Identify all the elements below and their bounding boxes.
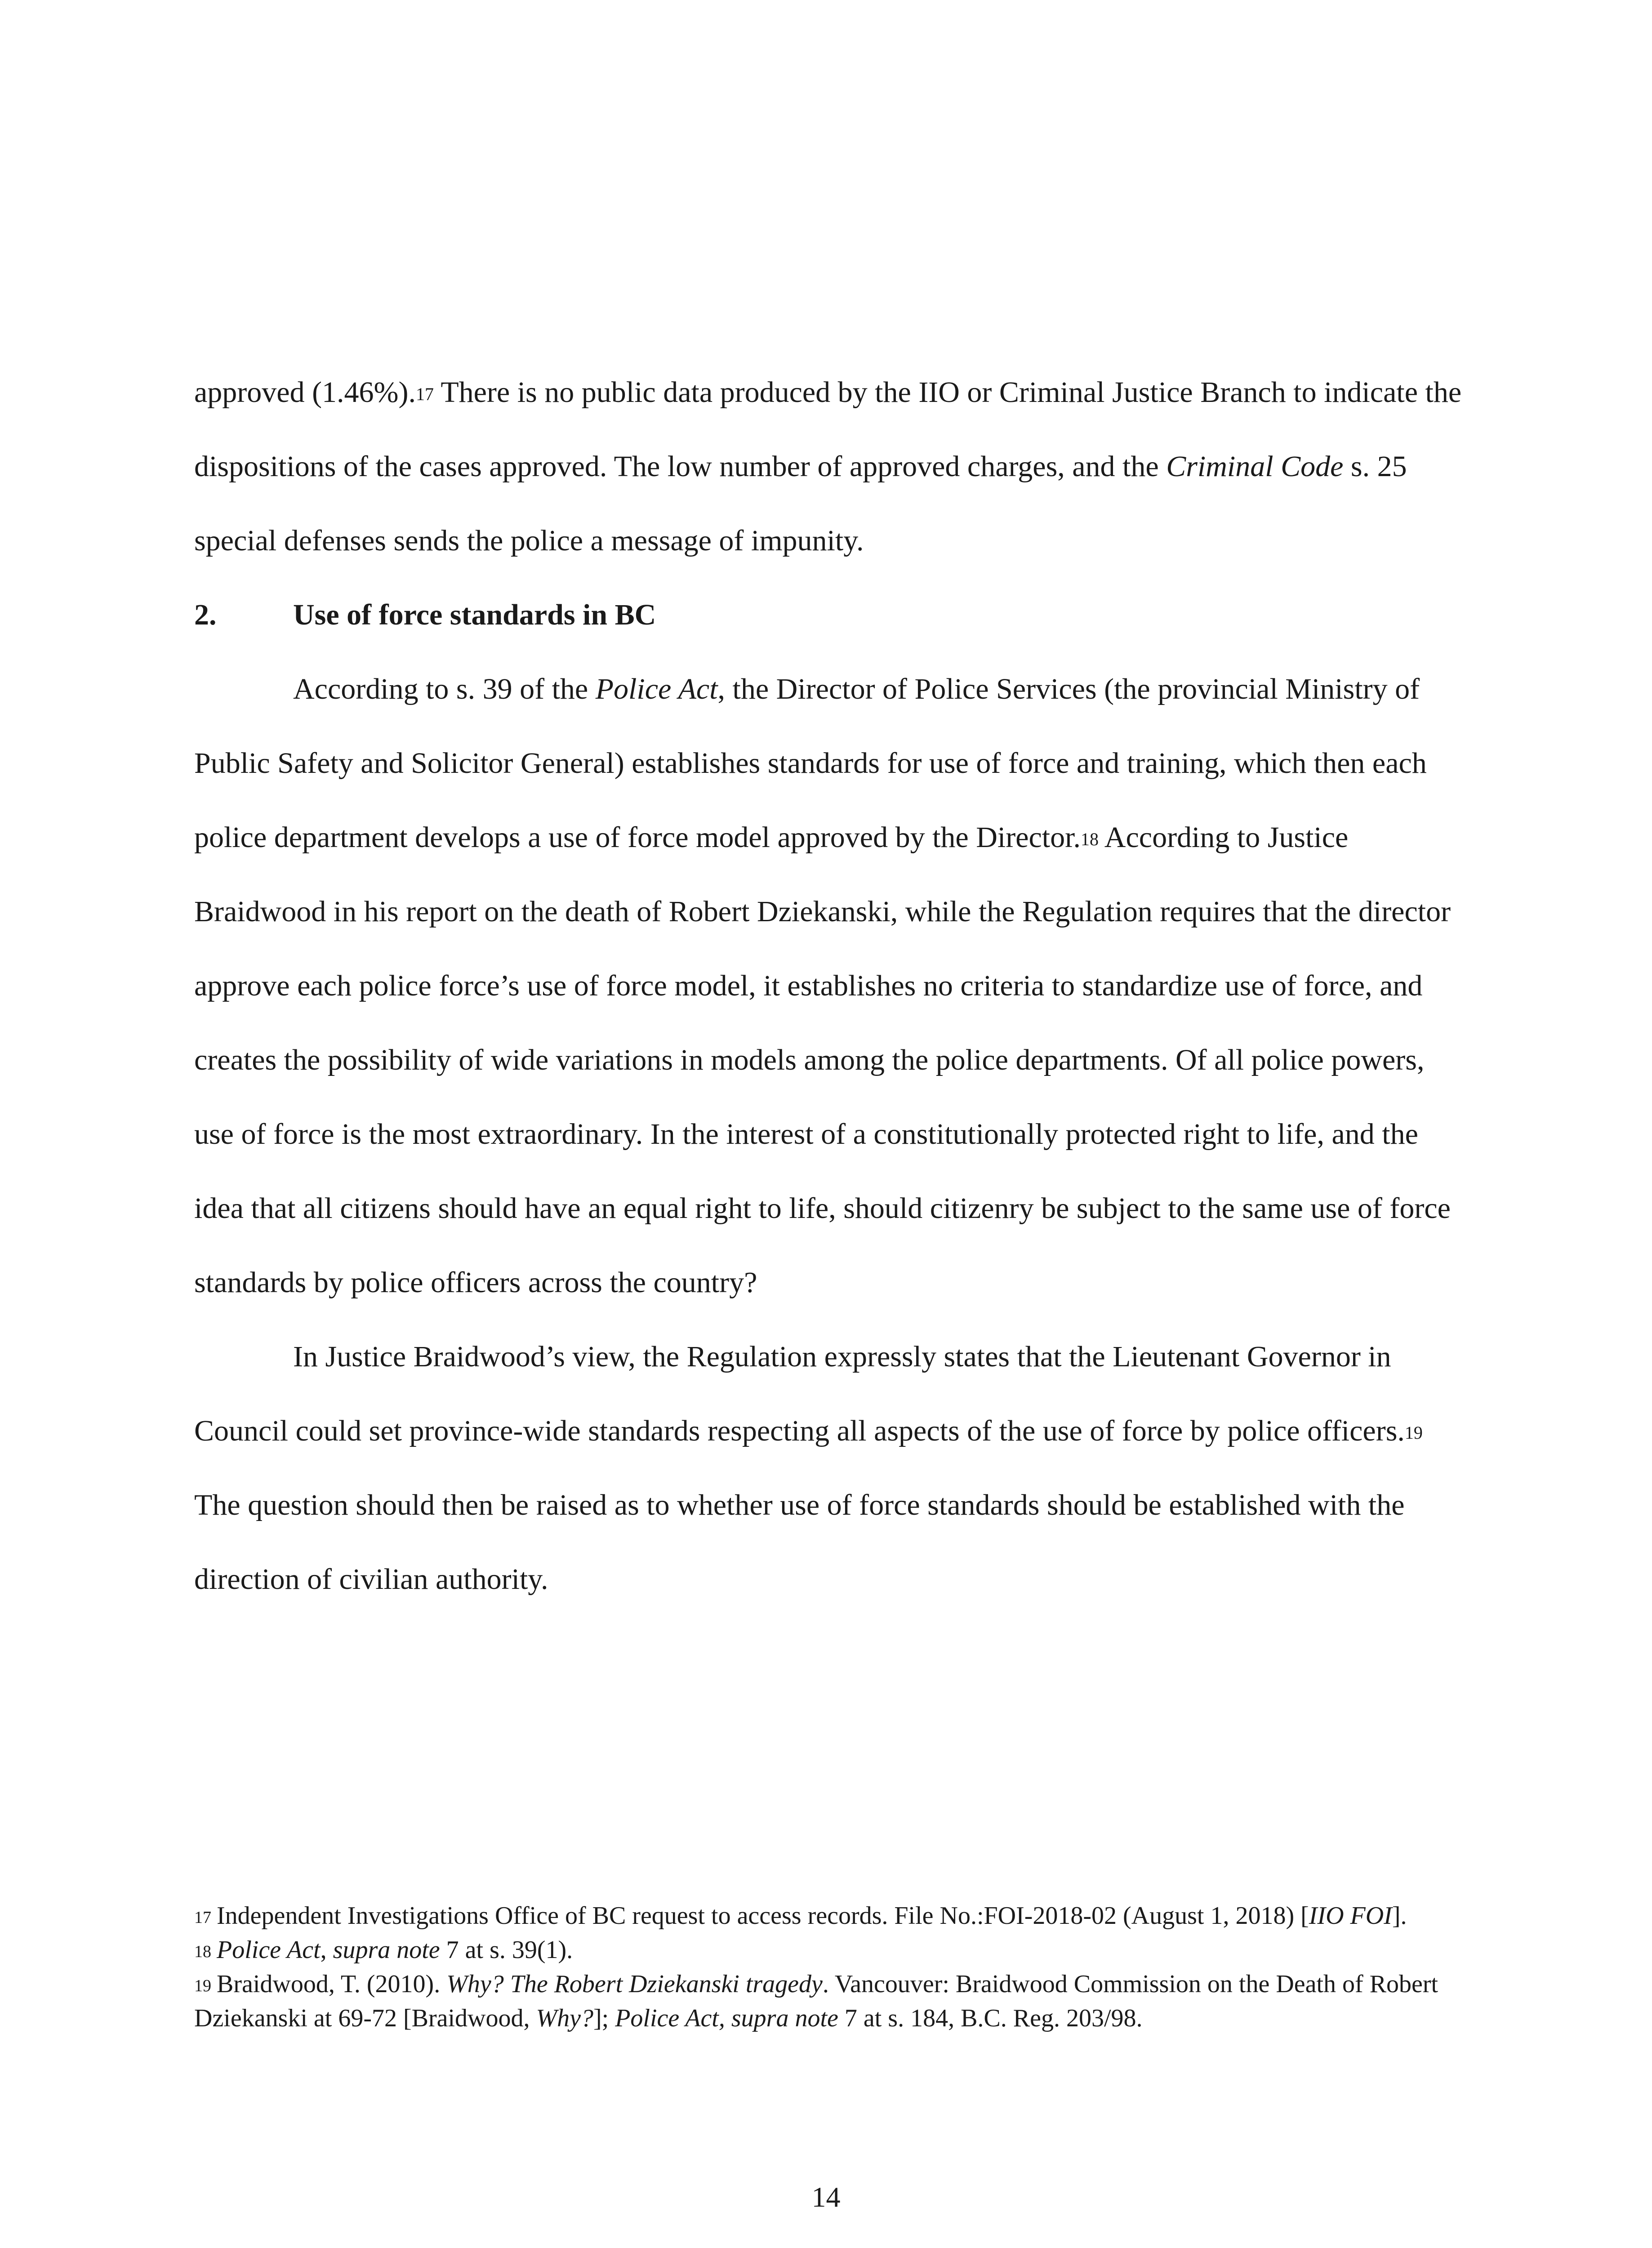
text-run: ]; [593,2004,615,2032]
footnote-ref-17[interactable]: 17 [416,384,434,404]
text-run: The question should then be raised as to whether use of force standards should be established with the direction of civilian authority. [194,1489,1405,1596]
section-title: Use of force standards in BC [293,598,656,631]
page-number: 14 [811,2181,841,2213]
italic-run: Criminal Code [1166,450,1344,483]
paragraph-2 [194,652,1462,1320]
text-run: There is no public data produced by the IIO or Criminal Justice Branch to indicate the dispositions of the cases approved. The low number of approved charges, and the [194,376,1462,483]
footnote-17 [194,1900,1462,1934]
text-run: 7 at s. 184, B.C. Reg. 203/98. [838,2004,1143,2032]
footnote-ref-19[interactable]: 19 [1404,1423,1423,1443]
footnote-ref-18[interactable]: 18 [1080,829,1099,849]
text-run: Braidwood, T. (2010). [217,1970,447,1998]
section-number: 2. [194,598,217,631]
body-text [194,355,1462,1616]
text-run: 7 at s. 39(1). [440,1936,573,1964]
footnote-number: 17 [194,1908,211,1927]
paragraph-3 [194,1320,1462,1616]
footnote-number: 18 [194,1942,211,1961]
section-heading [194,578,1462,652]
italic-run: IIO FOI [1309,1902,1392,1930]
italic-run: Police Act [595,673,718,705]
italic-run: Police Act [217,1936,321,1964]
text-run: , the Director of Police Services (the provincial Ministry of Public Safety and Solicitor General) establishes standards for use of force and training, which then each police department develops a use of force model approved by the Director. [194,673,1427,854]
footnote-18 [194,1934,1462,1968]
text-run: ]. [1392,1902,1407,1930]
footnote-number: 19 [194,1976,211,1995]
text-run: , [320,1936,333,1964]
italic-run: Why? [536,2004,593,2032]
italic-run: Police Act, supra note [615,2004,838,2032]
text-run: According to Justice Braidwood in his report on the death of Robert Dziekanski, while the Regulation requires that the director approve each police force’s use of force model, it establishes no criteria to standardize use of force, and creates the possibility of wide variations in models among the police departments. Of all police powers, use of force is the most extraordinary. In the interest of a constitutionally protected right to life, and the idea that all citizens should have an equal right to life, should citizenry be subject to the same use of force standards by police officers across the country? [194,821,1451,1299]
text-run: approved (1.46%). [194,376,416,409]
italic-run: supra note [333,1936,440,1964]
text-run: Independent Investigations Office of BC request to access records. File No.:FOI-2018-02 (August 1, 2018) [ [217,1902,1309,1930]
footnote-19 [194,1968,1462,2034]
text-run: . Vancouver: Braidwood Commission on the Death of Robert Dziekanski at 69-72 [Braidwood, [194,1970,1438,2032]
footnotes [194,1900,1462,2034]
italic-run: Why? The Robert Dziekanski tragedy [446,1970,823,1998]
text-run: According to s. 39 of the [293,673,596,705]
text-run: In Justice Braidwood’s view, the Regulation expressly states that the Lieutenant Governor in Council could set province-wide standards respecting all aspects of the use of force by police officers. [194,1340,1405,1447]
text-run: s. 25 special defenses sends the police a message of impunity. [194,450,1407,557]
paragraph-1 [194,355,1462,578]
